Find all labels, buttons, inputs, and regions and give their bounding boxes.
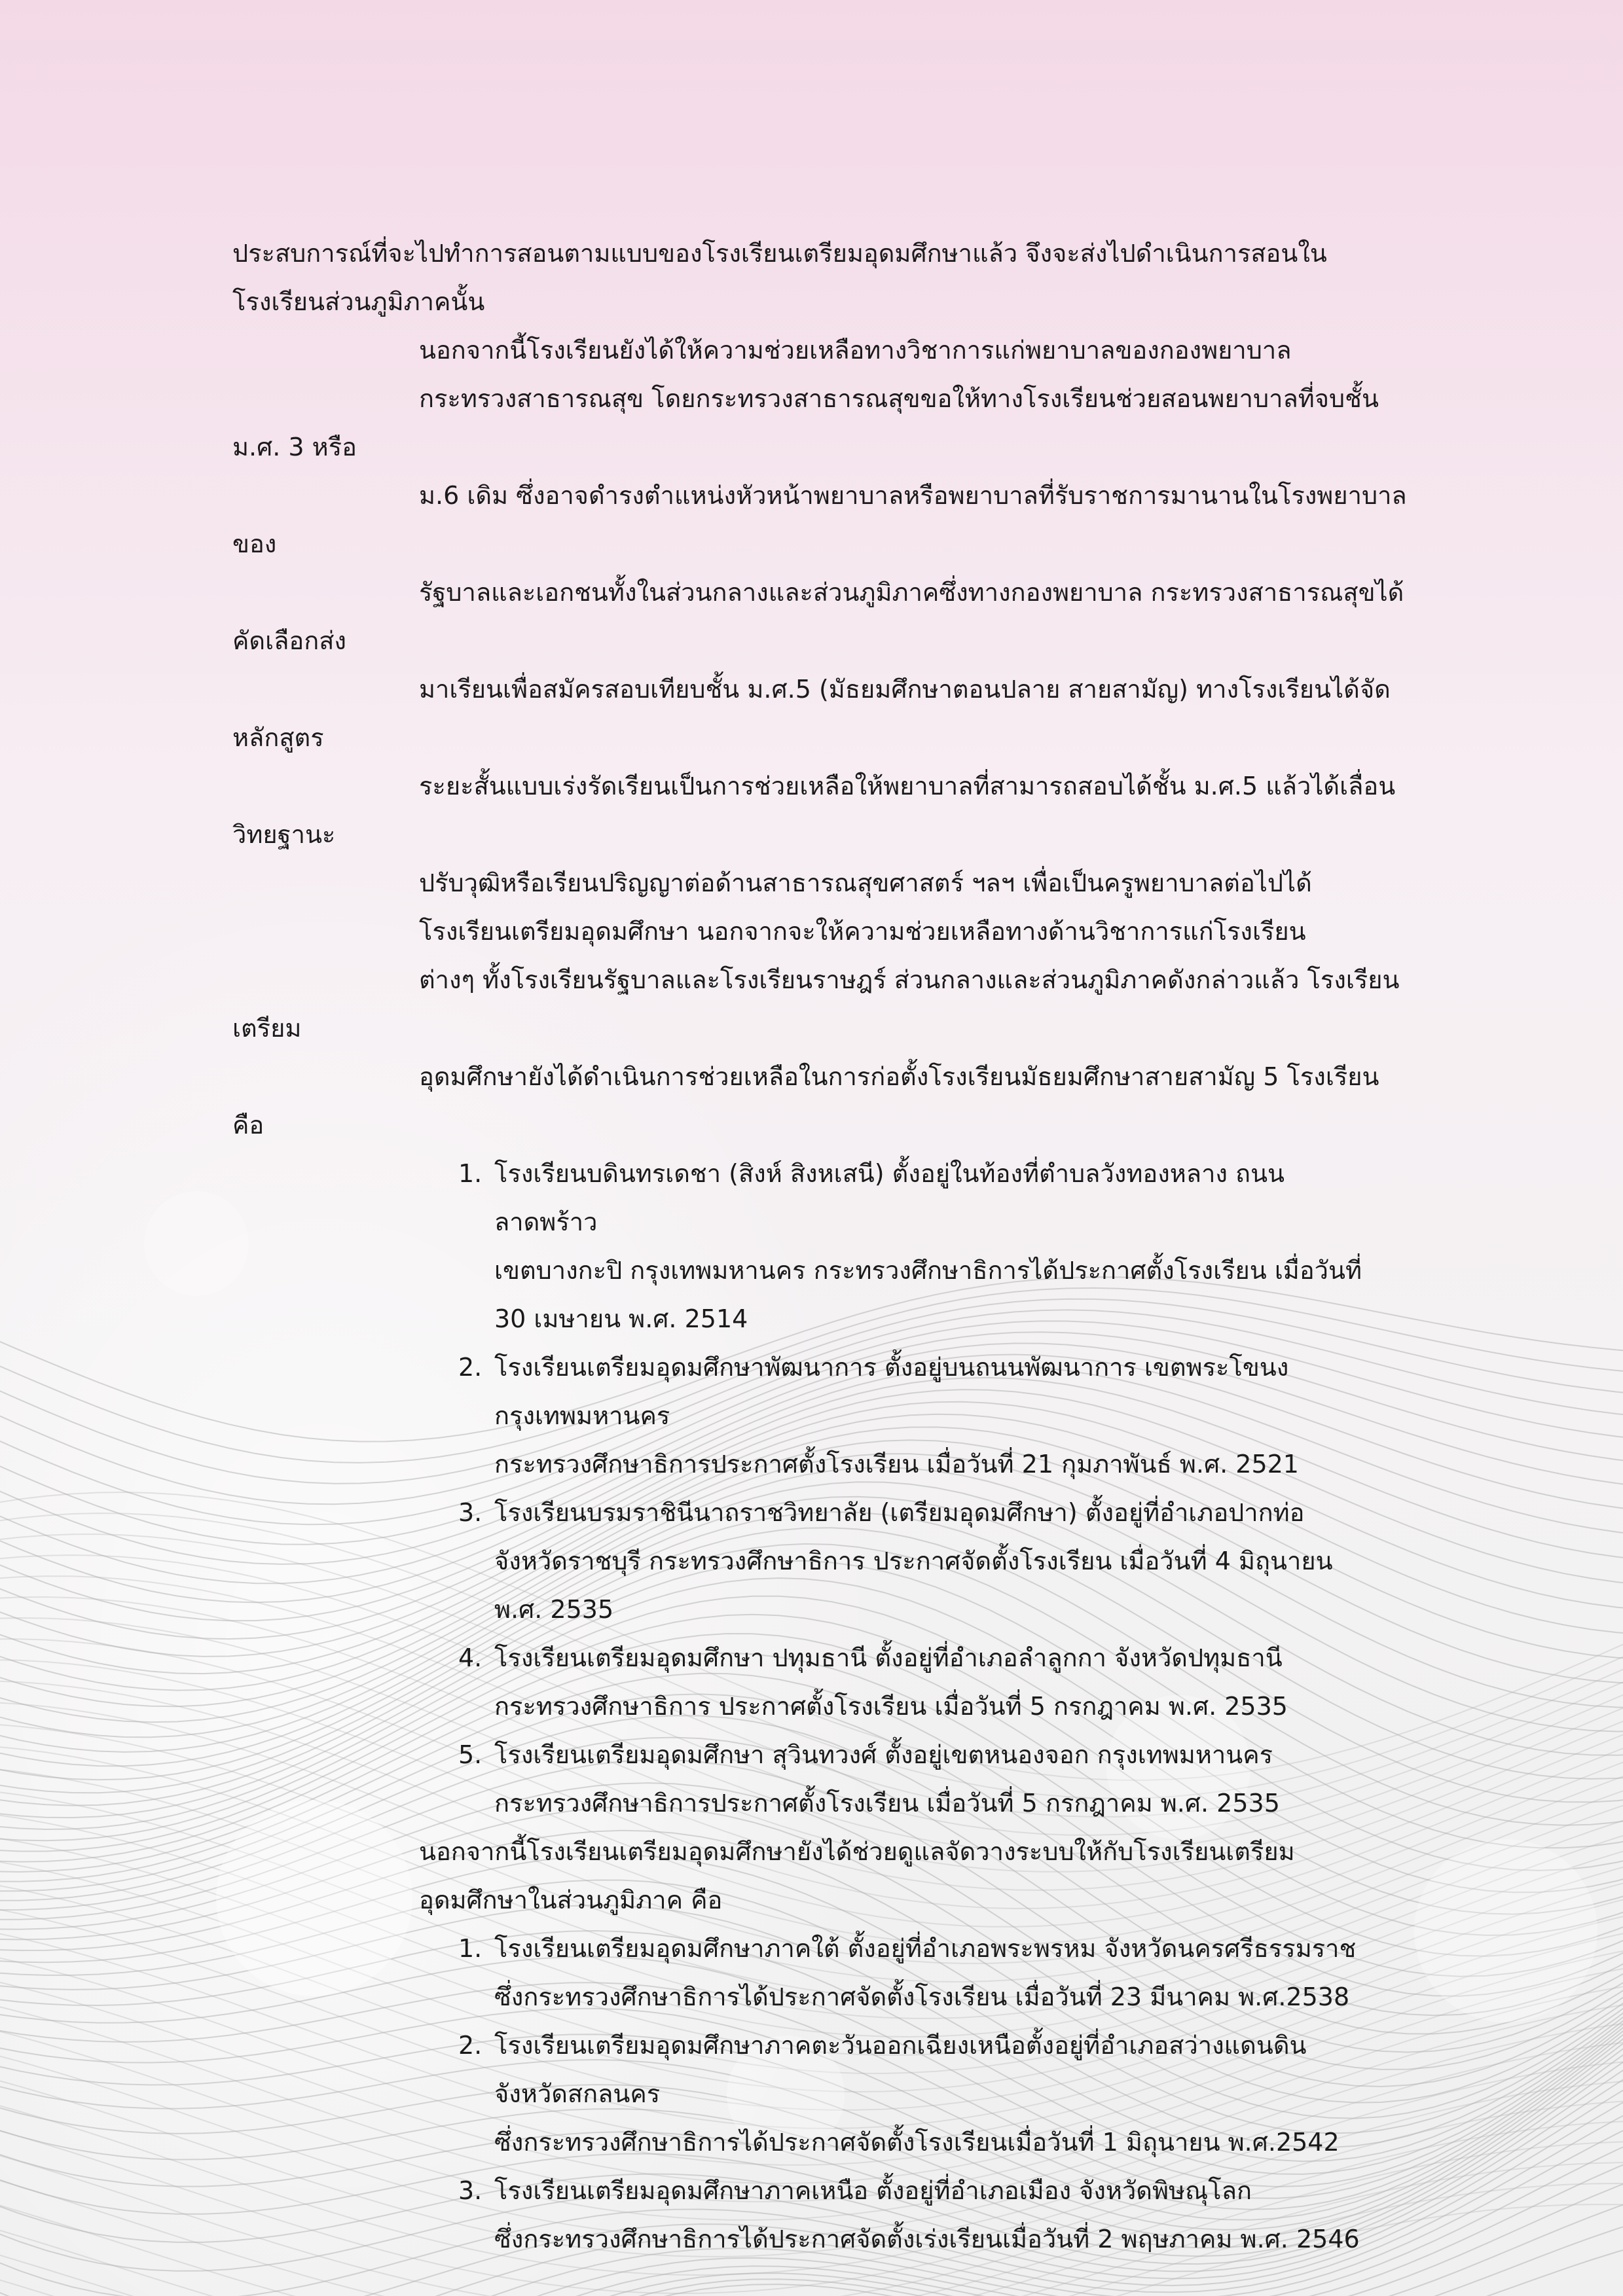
text-line: ม.6 เดิม ซึ่งอาจดำรงตำแหน่งหัวหน้าพยาบาลหรือพยาบาลที่รับราชการมานานในโรงพยาบาลของ [232,481,1407,558]
list-item-text: พ.ศ. 2535 [494,1595,614,1624]
list-item [458,1149,1411,1343]
list-item-number: 3. [458,1498,483,1527]
paragraph [232,326,1411,907]
schools-established-list [232,1149,1411,1827]
list-item-text: กระทรวงศึกษาธิการประกาศตั้งโรงเรียน เมื่อวันที่ 5 กรกฎาคม พ.ศ. 2535 [494,1789,1280,1818]
text-line: อุดมศึกษายังได้ดำเนินการช่วยเหลือในการก่อตั้งโรงเรียนมัธยมศึกษาสายสามัญ 5 โรงเรียน คือ [232,1062,1379,1139]
text-line: ประสบการณ์ที่จะไปทำการสอนตามแบบของโรงเรียนเตรียมอุดมศึกษาแล้ว จึงจะส่งไปดำเนินการสอนใน [232,239,1327,268]
list-item-number: 4. [458,1643,483,1672]
regional-intro-paragraph [232,1827,1411,1924]
list-item-number: 2. [458,1353,483,1382]
text-line: นอกจากนี้โรงเรียนเตรียมอุดมศึกษายังได้ช่วยดูแลจัดวางระบบให้กับโรงเรียนเตรียม [419,1837,1295,1866]
list-item-text: ลาดพร้าว [494,1208,598,1236]
paragraph [232,229,1411,326]
list-item-text: ซึ่งกระทรวงศึกษาธิการได้ประกาศจัดตั้งโรงเรียนเมื่อวันที่ 1 มิถุนายน พ.ศ.2542 [494,2128,1340,2157]
list-item-text: กระทรวงศึกษาธิการประกาศตั้งโรงเรียน เมื่อวันที่ 21 กุมภาพันธ์ พ.ศ. 2521 [494,1450,1299,1479]
list-item [458,1634,1411,1731]
list-item-number: 3. [458,2176,483,2205]
list-item [458,1343,1411,1488]
list-item-text: โรงเรียนเตรียมอุดมศึกษาพัฒนาการ ตั้งอยู่บนถนนพัฒนาการ เขตพระโขนง [494,1353,1289,1382]
list-item-text: โรงเรียนเตรียมอุดมศึกษาภาคใต้ ตั้งอยู่ที่อำเภอพระพรหม จังหวัดนครศรีธรรมราช [494,1934,1357,1963]
text-line: โรงเรียนส่วนภูมิภาคนั้น [232,287,485,316]
list-item-text: โรงเรียนเตรียมอุดมศึกษาภาคตะวันออกเฉียงเหนือตั้งอยู่ที่อำเภอสว่างแดนดิน [494,2031,1307,2060]
list-item-number: 1. [458,1159,483,1188]
list-item-number: 1. [458,1934,483,1963]
list-item [458,1731,1411,1827]
list-item [458,2021,1411,2166]
list-item-text: กระทรวงศึกษาธิการ ประกาศตั้งโรงเรียน เมื่อวันที่ 5 กรกฎาคม พ.ศ. 2535 [494,1692,1288,1721]
text-line: โรงเรียนเตรียมอุดมศึกษา นอกจากจะให้ความช่วยเหลือทางด้านวิชาการแก่โรงเรียน [419,917,1306,946]
list-item-text: โรงเรียนเตรียมอุดมศึกษา ปทุมธานี ตั้งอยู่ที่อำเภอลำลูกกา จังหวัดปทุมธานี [494,1643,1283,1672]
list-item-number: 5. [458,1740,483,1769]
list-item-number: 2. [458,2031,483,2060]
list-item-text: โรงเรียนบรมราชินีนาถราชวิทยาลัย (เตรียมอุดมศึกษา) ตั้งอยู่ที่อำเภอปากท่อ [494,1498,1305,1527]
document-body [232,229,1411,2263]
text-line: ระยะสั้นแบบเร่งรัดเรียนเป็นการช่วยเหลือให้พยาบาลที่สามารถสอบได้ชั้น ม.ศ.5 แล้วได้เลื่อนวิทยฐานะ [232,772,1396,849]
text-line: อุดมศึกษาในส่วนภูมิภาค คือ [419,1886,723,1914]
list-item-text: เขตบางกะปิ กรุงเทพมหานคร กระทรวงศึกษาธิการได้ประกาศตั้งโรงเรียน เมื่อวันที่ [494,1256,1362,1285]
text-line: รัฐบาลและเอกชนทั้งในส่วนกลางและส่วนภูมิภาคซึ่งทางกองพยาบาล กระทรวงสาธารณสุขได้คัดเลือกส่ง [232,578,1404,655]
regional-schools-list [232,1924,1411,2263]
decorative-bokeh-circle [1414,1839,1597,2022]
list-item [458,1924,1411,2021]
list-item [458,2166,1411,2263]
text-line: ปรับวุฒิหรือเรียนปริญญาต่อด้านสาธารณสุขศาสตร์ ฯลฯ เพื่อเป็นครูพยาบาลต่อไปได้ [419,869,1312,897]
list-item-text: โรงเรียนเตรียมอุดมศึกษา สุวินทวงศ์ ตั้งอยู่เขตหนองจอก กรุงเทพมหานคร [494,1740,1273,1769]
list-item-text: โรงเรียนเตรียมอุดมศึกษาภาคเหนือ ตั้งอยู่ที่อำเภอเมือง จังหวัดพิษณุโลก [494,2176,1252,2205]
list-item-text: กรุงเทพมหานคร [494,1401,670,1430]
text-line: ต่างๆ ทั้งโรงเรียนรัฐบาลและโรงเรียนราษฎร์ ส่วนกลางและส่วนภูมิภาคดังกล่าวแล้ว โรงเรียนเตรียม [232,965,1400,1043]
list-item-text: ซึ่งกระทรวงศึกษาธิการได้ประกาศจัดตั้งเร่งเรียนเมื่อวันที่ 2 พฤษภาคม พ.ศ. 2546 [494,2225,1360,2253]
list-item-text: 30 เมษายน พ.ศ. 2514 [494,1304,748,1333]
paragraph [232,907,1411,1149]
list-item-text: ซึ่งกระทรวงศึกษาธิการได้ประกาศจัดตั้งโรงเรียน เมื่อวันที่ 23 มีนาคม พ.ศ.2538 [494,1982,1350,2011]
list-item [458,1488,1411,1634]
list-item-text: โรงเรียนบดินทรเดชา (สิงห์ สิงหเสนี) ตั้งอยู่ในท้องที่ตำบลวังทองหลาง ถนน [494,1159,1285,1188]
text-line: มาเรียนเพื่อสมัครสอบเทียบชั้น ม.ศ.5 (มัธยมศึกษาตอนปลาย สายสามัญ) ทางโรงเรียนได้จัดหลักสูตร [232,675,1391,752]
list-item-text: จังหวัดสกลนคร [494,2079,661,2108]
text-line: นอกจากนี้โรงเรียนยังได้ให้ความช่วยเหลือทางวิชาการแก่พยาบาลของกองพยาบาล [419,336,1292,365]
list-item-text: จังหวัดราชบุรี กระทรวงศึกษาธิการ ประกาศจัดตั้งโรงเรียน เมื่อวันที่ 4 มิถุนายน [494,1547,1333,1575]
intro-paragraphs [232,229,1411,1149]
text-line: กระทรวงสาธารณสุข โดยกระทรวงสาธารณสุขขอให้ทางโรงเรียนช่วยสอนพยาบาลที่จบชั้น ม.ศ. 3 หรือ [232,384,1379,461]
paragraph [232,1827,1411,1924]
